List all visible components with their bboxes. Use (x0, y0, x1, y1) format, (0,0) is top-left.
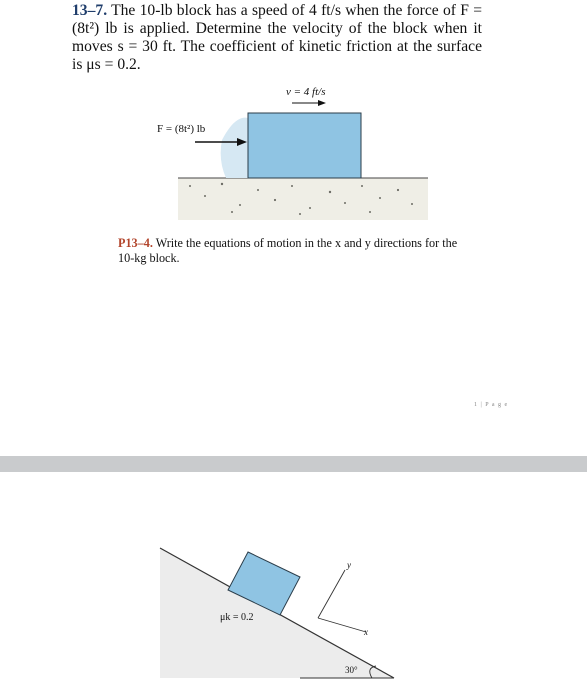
page-number: 1 | P a g e (474, 402, 509, 408)
angle-label: 30° (345, 665, 358, 675)
problem-number: P13–4. (118, 236, 153, 250)
problem-number: 13–7. (72, 2, 108, 19)
problem-text: Write the equations of motion in the x and y directions for the 10-kg block. (118, 236, 458, 265)
friction-coefficient-label: μk = 0.2 (220, 612, 254, 623)
x-axis (318, 618, 366, 632)
problem-text: The 10-lb block has a speed of 4 ft/s when the force of F = (8t²) lb is applied. Determine the velocity of the block when it moves s = 30 ft. The coefficient of kinetic friction at the surface is μs = 0.2. (72, 2, 482, 73)
y-axis-label: y (347, 560, 351, 570)
x-axis-label: x (364, 627, 368, 637)
y-axis (318, 570, 345, 618)
velocity-label: v = 4 ft/s (286, 86, 326, 98)
force-label: F = (8t²) lb (157, 123, 206, 135)
